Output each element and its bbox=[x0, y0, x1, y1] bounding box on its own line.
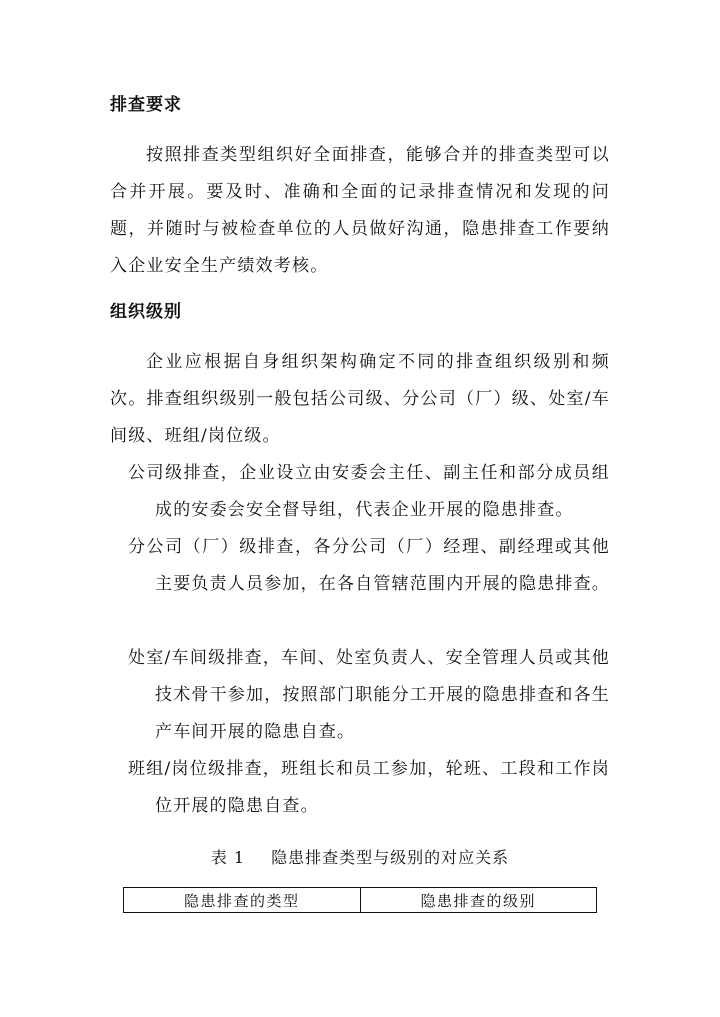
table-header-row bbox=[124, 888, 597, 913]
requirements-paragraph: 按照排查类型组织好全面排查，能够合并的排查类型可以合并开展。要及时、准确和全面的记录排查情况和发现的问题，并随时与被检查单位的人员做好沟通，隐患排查工作要纳入企业安全生产绩效考核。 bbox=[110, 145, 610, 276]
table-caption-title: 隐患排查类型与级别的对应关系 bbox=[271, 848, 510, 867]
list-item-workshop-level: 处室/车间级排查，车间、处室负责人、安全管理人员或其他技术骨干参加，按照部门职能分工开展的隐患排查和各生产车间开展的隐患自查。 bbox=[128, 648, 610, 742]
table-header-level: 隐患排查的级别 bbox=[360, 888, 597, 913]
section-heading-requirements: 排查要求 bbox=[110, 95, 182, 115]
table-caption bbox=[0, 846, 720, 870]
list-item-company-level: 公司级排查，企业设立由安委会主任、副主任和部分成员组成的安委会安全督导组，代表企业开展的隐患排查。 bbox=[128, 463, 610, 520]
levels-paragraph: 企业应根据自身组织架构确定不同的排查组织级别和频次。排查组织级别一般包括公司级、分公司（厂）级、处室/车间级、班组/岗位级。 bbox=[110, 352, 610, 446]
list-item-branch-level: 分公司（厂）级排查，各分公司（厂）经理、副经理或其他主要负责人员参加，在各自管辖范围内开展的隐患排查。 bbox=[128, 537, 610, 594]
list-item-team-level: 班组/岗位级排查，班组长和员工参加，轮班、工段和工作岗位开展的隐患自查。 bbox=[128, 759, 610, 816]
table-header-type: 隐患排查的类型 bbox=[124, 888, 361, 913]
correspondence-table bbox=[123, 887, 597, 913]
table-caption-number: 表 1 bbox=[210, 848, 246, 867]
section-heading-levels: 组织级别 bbox=[110, 302, 182, 322]
